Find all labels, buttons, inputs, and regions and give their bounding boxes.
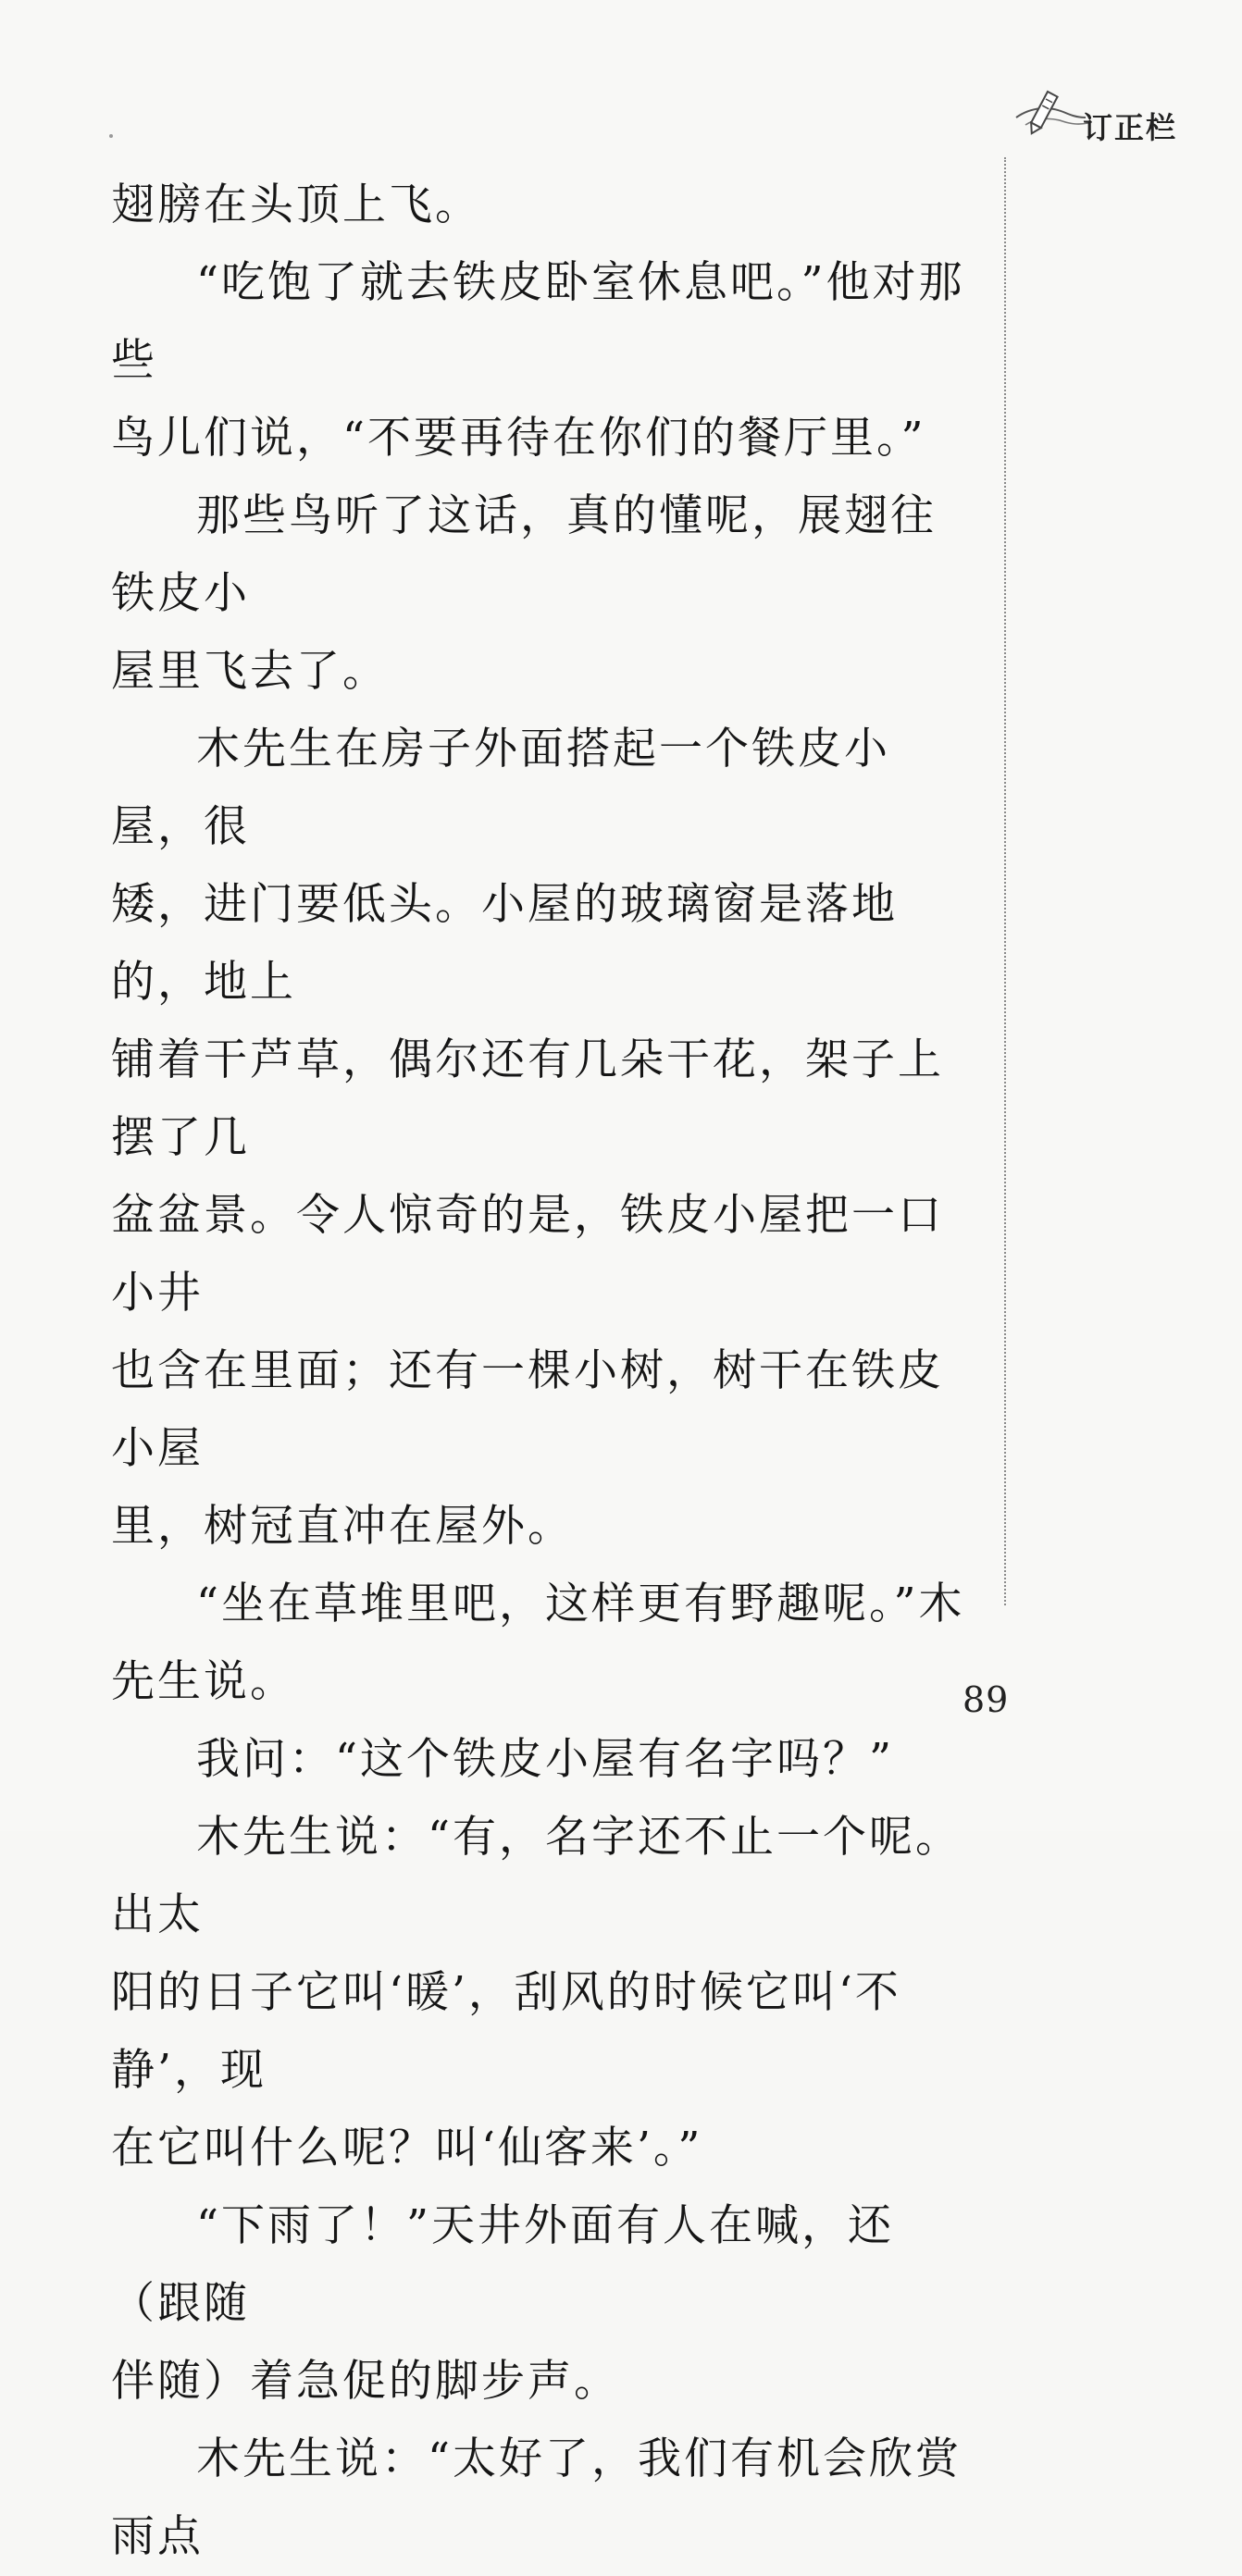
text-line: 铺着干芦草，偶尔还有几朵干花，架子上摆了几	[111, 1034, 944, 1163]
page-number: 89	[963, 1679, 1010, 1720]
text-line: 盆盆景。令人惊奇的是，铁皮小屋把一口小井	[111, 1190, 944, 1319]
text-line: 木先生在房子外面搭起一个铁皮小屋，很	[111, 724, 890, 852]
correction-column-label: 订正栏	[1083, 110, 1178, 145]
pencil-icon	[1009, 86, 1094, 138]
text-line: 鸟儿们说，“不要再待在你们的餐厅里。”	[111, 413, 926, 464]
printing-dot	[109, 134, 113, 138]
text-line: “坐在草堆里吧，这样更有野趣呢。”木先生说。	[111, 1579, 965, 1707]
correction-column-header	[1009, 79, 1212, 143]
story-text	[111, 167, 981, 2576]
text-line: 那些鸟听了这话，真的懂呢，展翅往铁皮小	[111, 490, 937, 619]
text-line: 在它叫什么呢？叫‘仙客来’。”	[111, 2123, 703, 2174]
text-line: 里，树冠直冲在屋外。	[111, 1501, 574, 1552]
text-line: “吃饱了就去铁皮卧室休息吧。”他对那些	[111, 257, 965, 386]
text-line: “下雨了！”天井外面有人在喊，还（跟随	[111, 2200, 895, 2329]
correction-column-divider	[1004, 157, 1006, 1605]
text-line: 也含在里面；还有一棵小树，树干在铁皮小屋	[111, 1345, 944, 1474]
text-line: 我问：“这个铁皮小屋有名字吗？”	[196, 1734, 895, 1785]
text-line: 屋里飞去了。	[111, 646, 389, 697]
text-line: 矮，进门要低头。小屋的玻璃窗是落地的，地上	[111, 879, 898, 1008]
text-line: 伴随）着急促的脚步声。	[111, 2356, 620, 2407]
text-line: 翅膀在头顶上飞。	[111, 180, 481, 230]
text-line: 木先生说：“有，名字还不止一个呢。出太	[111, 1812, 963, 1940]
text-line: 木先生说：“太好了，我们有机会欣赏雨点	[111, 2434, 963, 2562]
text-line: 阳的日子它叫‘暖’，刮风的时候它叫‘不静’，现	[111, 1967, 901, 2096]
